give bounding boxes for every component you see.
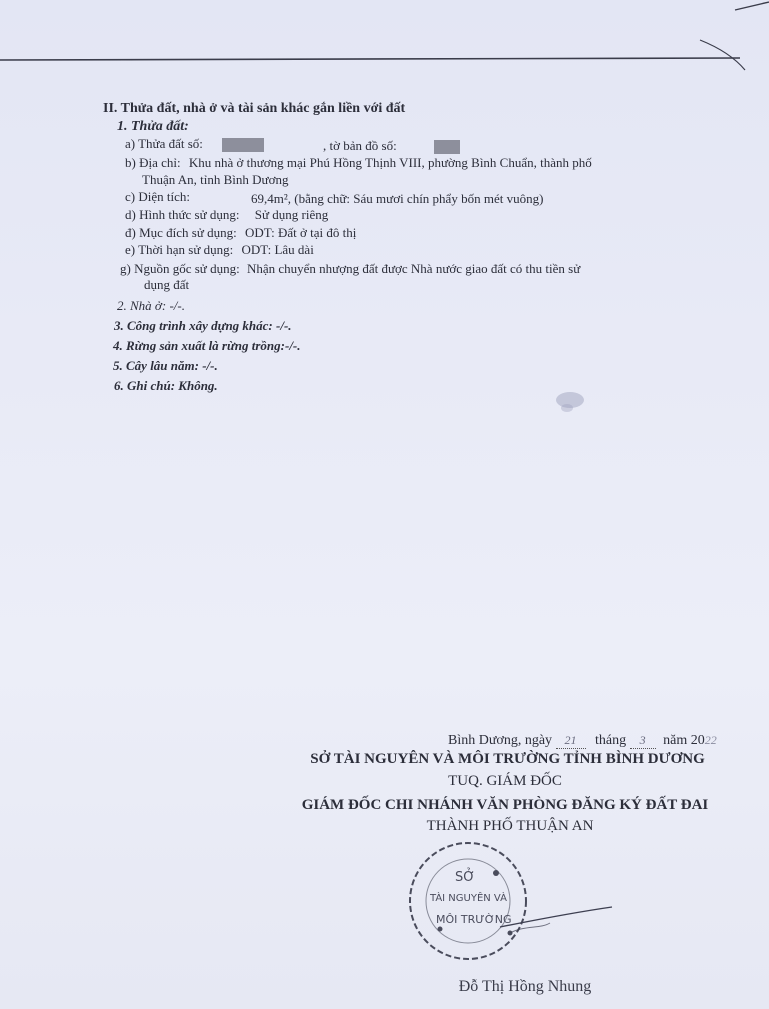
header-divider [0, 0, 769, 90]
land-title: 1. Thửa đất: [117, 119, 189, 134]
tuq-label: TUQ. GIÁM ĐỐC [448, 773, 562, 789]
director-office: THÀNH PHỐ THUẬN AN [426, 818, 594, 834]
date-day: 21 [556, 733, 586, 749]
usage-origin-row [120, 261, 580, 277]
usage-form-label: d) Hình thức sử dụng: [125, 207, 240, 222]
usage-form-row [125, 207, 328, 223]
org-name: SỞ TÀI NGUYÊN VÀ MÔI TRƯỜNG TỈNH BÌNH DƯƠNG [310, 751, 705, 767]
perennial-trees-item: 5. Cây lâu năm: -/-. [113, 358, 218, 373]
usage-origin-line2: dụng đất [144, 277, 190, 292]
parcel-number-row [125, 136, 264, 152]
house-item: 2. Nhà ở: -/-. [117, 298, 185, 313]
seal-text-line2: TÀI NGUYÊN VÀ [430, 893, 507, 904]
usage-purpose-label: đ) Mục đích sử dụng: [125, 225, 237, 240]
seal-text-line1: SỞ [455, 870, 476, 885]
usage-purpose-row [125, 225, 356, 241]
director-title: GIÁM ĐỐC CHI NHÁNH VĂN PHÒNG ĐĂNG KÝ ĐẤT ĐAI [301, 797, 709, 813]
map-sheet-row [323, 138, 460, 154]
area-label: c) Diện tích: [125, 189, 190, 204]
area-value: 69,4m², (bằng chữ: Sáu mươi chín phẩy bốn mét vuông) [251, 191, 544, 206]
parcel-number-label: a) Thửa đất số: [125, 136, 203, 151]
address-line2: Thuận An, tỉnh Bình Dương [142, 172, 289, 187]
usage-origin-label: g) Nguồn gốc sử dụng: [120, 261, 240, 276]
address-label: b) Địa chỉ: [125, 155, 181, 170]
address-line1: Khu nhà ở thương mại Phú Hồng Thịnh VIII, phường Bình Chuẩn, thành phố [188, 155, 592, 170]
address-row [125, 155, 592, 171]
other-construction-item: 3. Công trình xây dựng khác: -/-. [114, 318, 292, 333]
map-sheet-label: , tờ bản đồ số: [323, 138, 397, 153]
usage-term-row [125, 242, 314, 258]
date-month: 3 [630, 733, 656, 749]
notes-item: 6. Ghi chú: Không. [114, 378, 218, 393]
place-date-label: Bình Dương, ngày [448, 733, 553, 748]
month-label: tháng [595, 733, 627, 748]
date-year-suffix: 22 [704, 733, 717, 747]
usage-origin-line1: Nhận chuyển nhượng đất được Nhà nước giao đất có thu tiền sử [246, 261, 581, 276]
place-date-row [448, 733, 717, 749]
usage-purpose-value: ODT: Đất ở tại đô thị [245, 225, 357, 240]
signer-name: Đỗ Thị Hồng Nhung [458, 978, 592, 995]
redacted-map-sheet [434, 140, 460, 154]
ink-smudge [545, 380, 595, 420]
seal-text-line3: MÔI TRƯỜNG [436, 913, 512, 926]
planted-forest-item: 4. Rừng sản xuất là rừng trồng:-/-. [113, 338, 301, 353]
redacted-parcel-number [222, 138, 264, 152]
section-heading: II. Thửa đất, nhà ở và tài sản khác gắn liền với đất [103, 101, 406, 116]
usage-form-value: Sử dụng riêng [254, 207, 329, 222]
usage-term-label: e) Thời hạn sử dụng: [125, 242, 234, 257]
year-label: năm 20 [663, 733, 705, 748]
usage-term-value: ODT: Lâu dài [241, 242, 314, 257]
handwritten-signature [480, 895, 620, 945]
